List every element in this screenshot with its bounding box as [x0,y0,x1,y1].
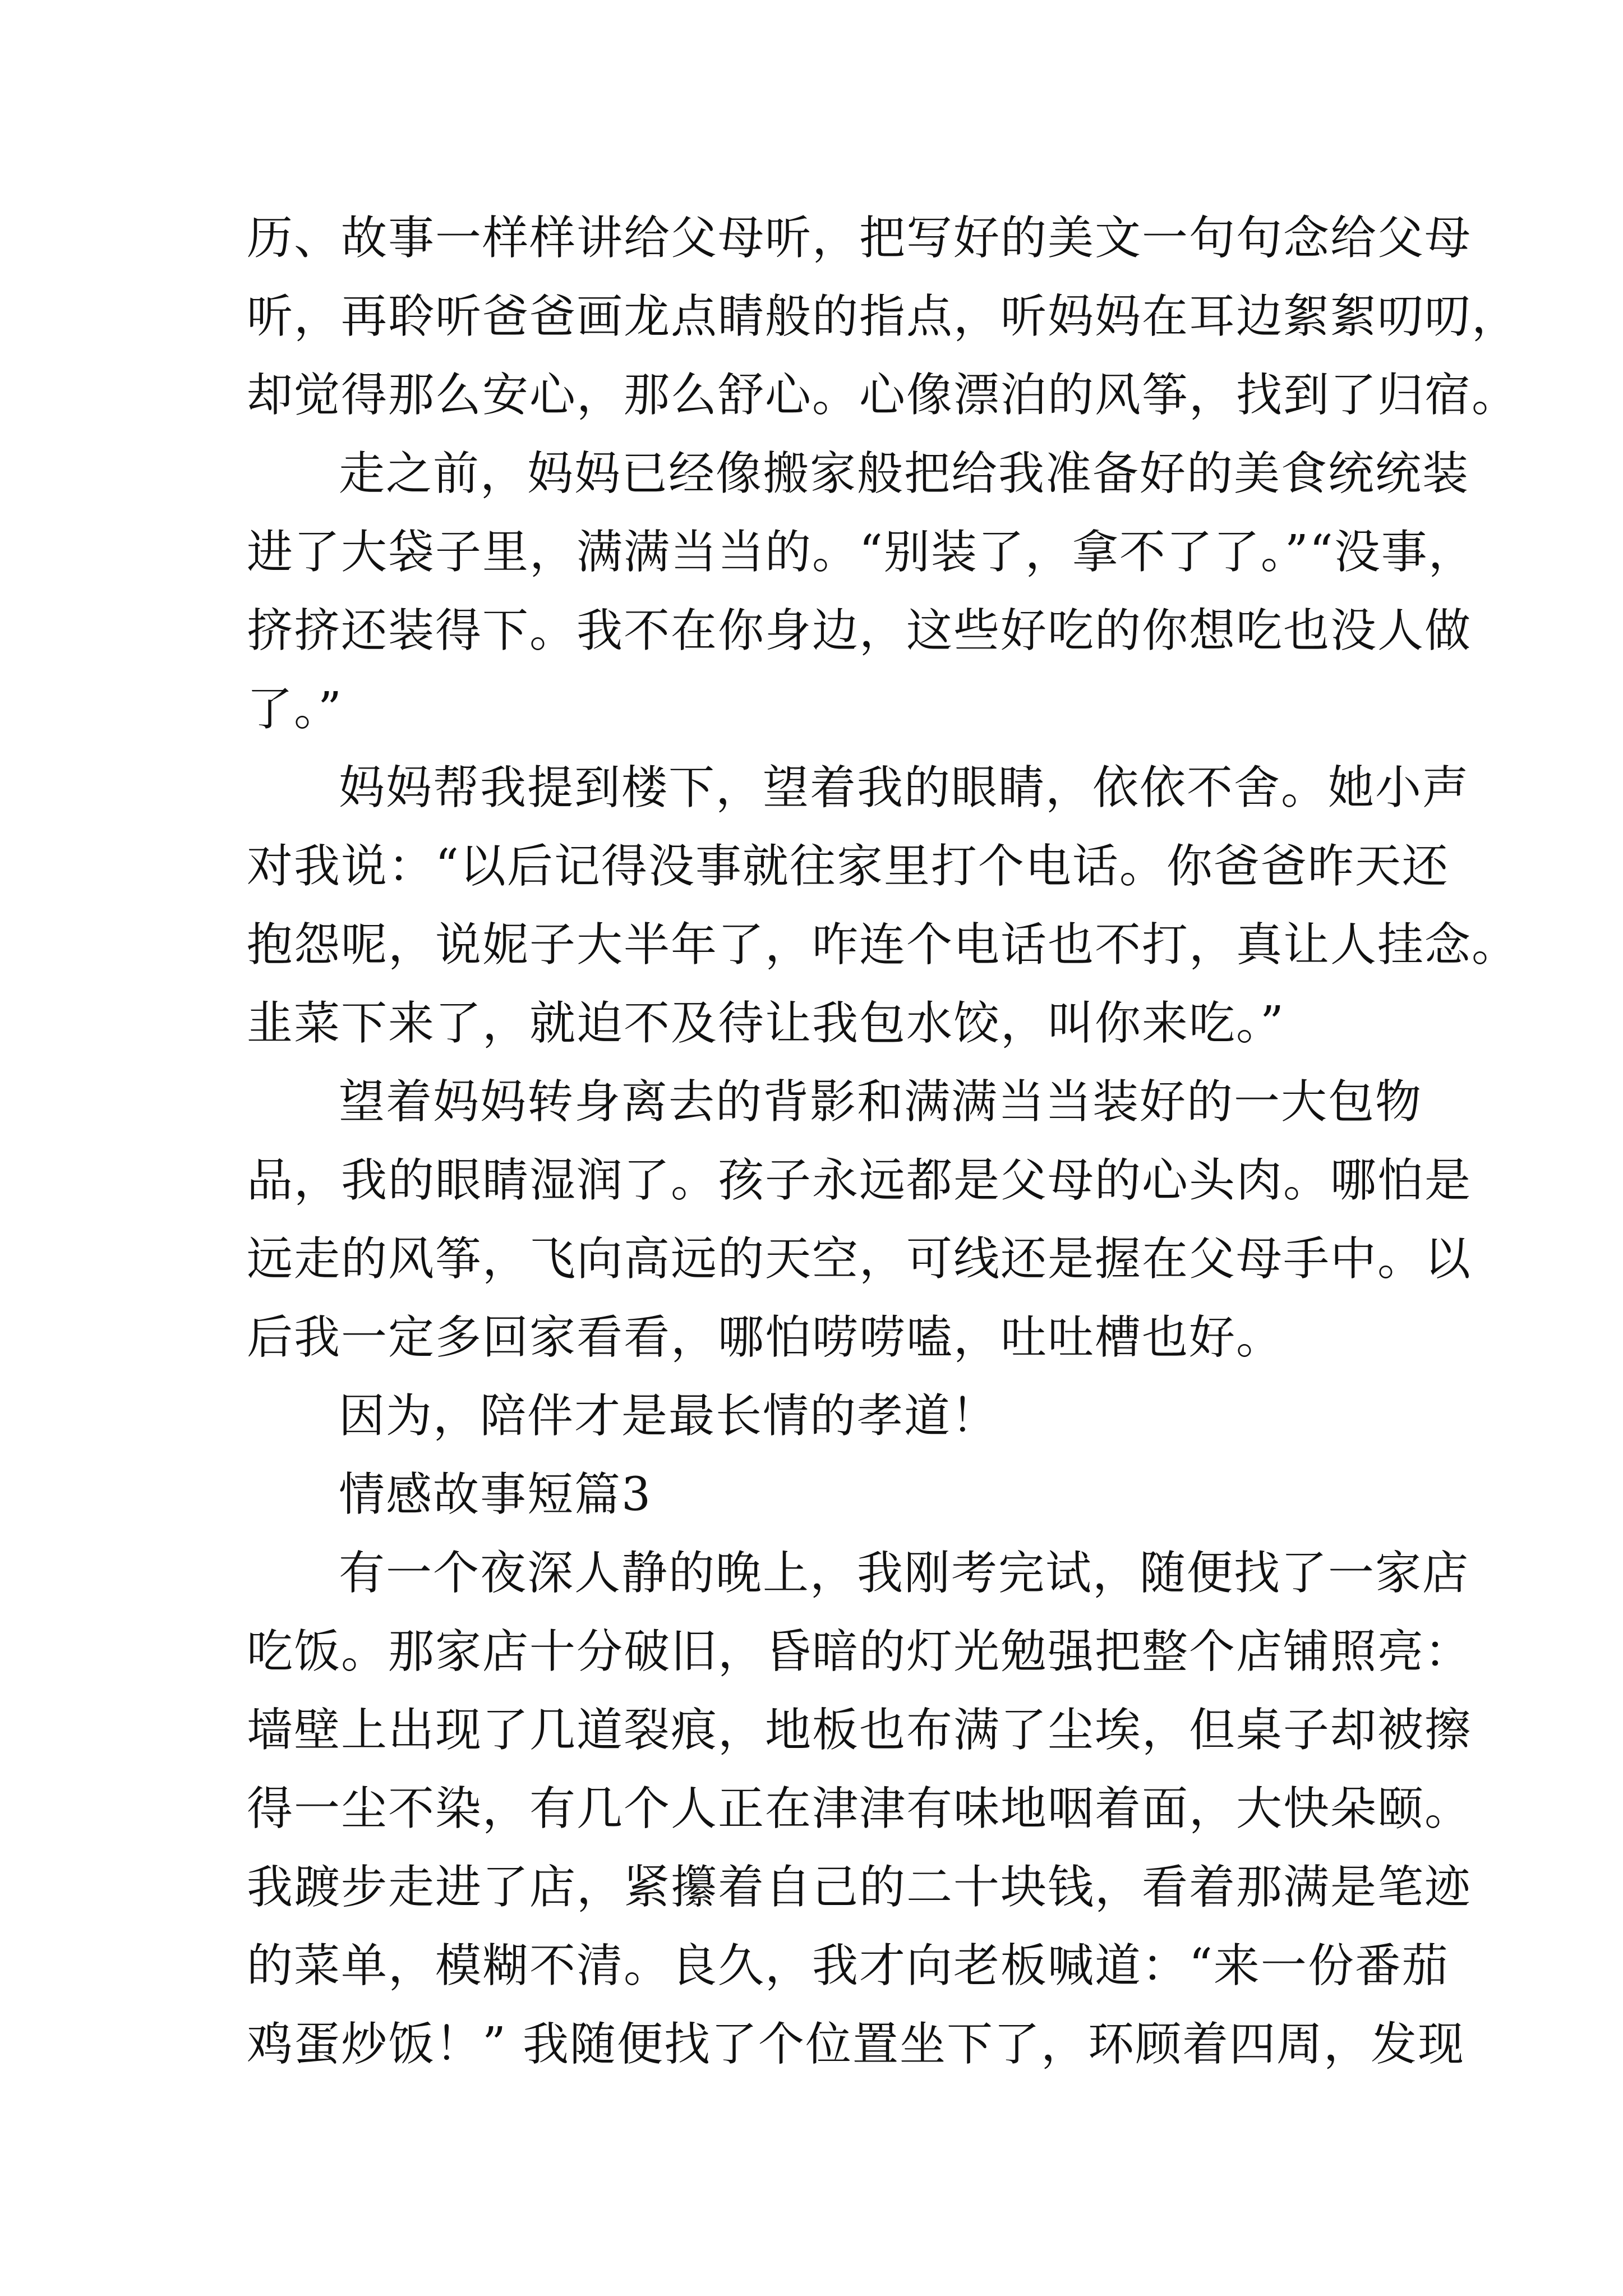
text-line: 望着妈妈转身离去的背影和满满当当装好的一大包物 [339,1075,1423,1129]
body-text [247,199,1519,2084]
text-line: 因为，陪伴才是最长情的孝道！ [339,1389,999,1443]
text-line: 走之前，妈妈已经像搬家般把给我准备好的美食统统装 [339,447,1470,500]
text-line: 吃饭。那家店十分破旧，昏暗的灯光勉强把整个店铺照亮： [247,1625,1472,1678]
text-line: 墙壁上出现了几道裂痕，地板也布满了尘埃，但桌子却被擦 [247,1704,1472,1757]
text-line: 鸡蛋炒饭！” 我随便找了个位置坐下了，环顾着四周，发现 [247,2018,1465,2071]
text-line: 进了大袋子里，满满当当的。“别装了，拿不了了。”“没事， [247,526,1476,579]
text-line: 品，我的眼睛湿润了。孩子永远都是父母的心头肉。哪怕是 [247,1154,1472,1207]
text-line: 妈妈帮我提到楼下，望着我的眼睛，依依不舍。她小声 [339,761,1470,815]
text-line: 我踱步走进了店，紧攥着自己的二十块钱，看着那满是笔迹 [247,1861,1472,1914]
text-line: 的菜单，模糊不清。良久，我才向老板喊道：“来一份番茄 [247,1939,1449,1993]
text-line: 韭菜下来了，就迫不及待让我包水饺，叫你来吃。” [247,997,1285,1050]
text-line: 对我说：“以后记得没事就往家里打个电话。你爸爸昨天还 [247,840,1449,893]
text-line: 抱怨呢，说妮子大半年了，咋连个电话也不打，真让人挂念。 [247,918,1519,972]
text-line: 有一个夜深人静的晚上，我刚考完试，随便找了一家店 [339,1547,1470,1600]
text-line: 挤挤还装得下。我不在你身边，这些好吃的你想吃也没人做 [247,604,1472,657]
text-line: 听，再聆听爸爸画龙点睛般的指点，听妈妈在耳边絮絮叨叨， [247,290,1519,343]
text-line: 却觉得那么安心，那么舒心。心像漂泊的风筝，找到了归宿。 [247,369,1519,422]
text-line: 了。” [247,683,343,736]
text-line: 得一尘不染，有几个人正在津津有味地咽着面，大快朵颐。 [247,1782,1472,1835]
text-line: 历、故事一样样讲给父母听，把写好的美文一句句念给父母 [247,211,1472,265]
text-line: 后我一定多回家看看，哪怕唠唠嗑，吐吐槽也好。 [247,1311,1284,1364]
text-line: 情感故事短篇3 [339,1468,652,1521]
text-line: 远走的风筝，飞向高远的天空，可线还是握在父母手中。以 [247,1232,1472,1286]
